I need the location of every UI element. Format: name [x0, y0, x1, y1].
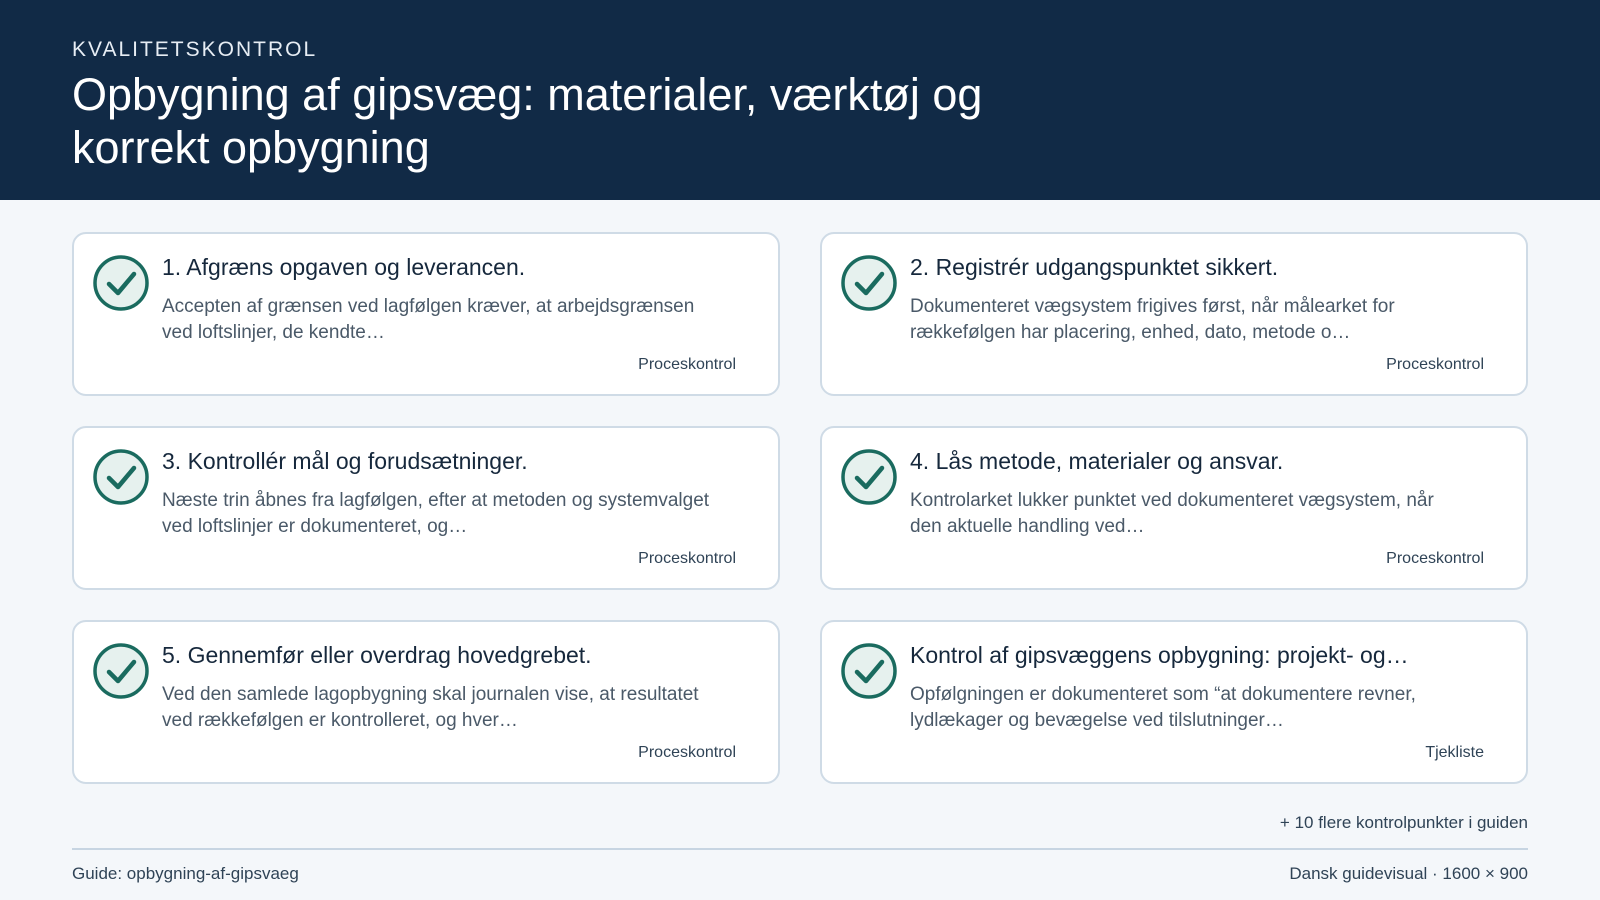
card-description: Næste trin åbnes fra lagfølgen, efter at metoden og systemvalget ved loftslinjer er dokumenteret, og…: [162, 490, 710, 537]
card-tag: Proceskontrol: [638, 356, 736, 373]
card-tag: Proceskontrol: [638, 744, 736, 761]
checklist-card-2[interactable]: [820, 232, 1528, 396]
checklist-card-5[interactable]: [72, 620, 780, 784]
eyebrow-label: KVALITETSKONTROL: [72, 38, 318, 61]
card-title: 5. Gennemfør eller overdrag hovedgrebet.: [162, 642, 592, 668]
card-title: 4. Lås metode, materialer og ansvar.: [910, 448, 1284, 474]
check-circle-icon: [840, 448, 898, 506]
card-tag: Tjekliste: [1425, 744, 1484, 761]
checklist-card-4[interactable]: [820, 426, 1528, 590]
card-tag: Proceskontrol: [638, 550, 736, 567]
checklist-card-3[interactable]: [72, 426, 780, 590]
header-banner: [0, 0, 1600, 200]
checklist-grid: [72, 232, 1528, 784]
card-title: 3. Kontrollér mål og forudsætninger.: [162, 448, 528, 474]
checklist-card-1[interactable]: [72, 232, 780, 396]
checklist-card-6[interactable]: [820, 620, 1528, 784]
footer-meta-label: Dansk guidevisual · 1600 × 900: [1289, 864, 1528, 883]
check-circle-icon: [92, 254, 150, 312]
card-title: 2. Registrér udgangspunktet sikkert.: [910, 254, 1279, 280]
check-circle-icon: [92, 642, 150, 700]
card-tag: Proceskontrol: [1386, 356, 1484, 373]
more-checkpoints-link[interactable]: + 10 flere kontrolpunkter i guiden: [1279, 813, 1528, 832]
page-title: Opbygning af gipsvæg: materialer, værktøj og korrekt opbygning: [72, 69, 983, 173]
footer-divider: [72, 848, 1528, 850]
card-title: Kontrol af gipsvæggens opbygning: projekt- og…: [910, 642, 1409, 668]
check-circle-icon: [92, 448, 150, 506]
card-description: Opfølgningen er dokumenteret som “at dokumentere revner, lydlækager og bevægelse ved tilslutninger…: [910, 684, 1416, 731]
check-circle-icon: [840, 254, 898, 312]
check-circle-icon: [840, 642, 898, 700]
card-description: Dokumenteret vægsystem frigives først, når målearket for rækkefølgen har placering, enhed, dato, metode o…: [910, 296, 1395, 343]
card-title: 1. Afgræns opgaven og leverancen.: [162, 254, 526, 280]
card-description: Kontrolarket lukker punktet ved dokumenteret vægsystem, når den aktuelle handling ved…: [910, 490, 1434, 537]
card-tag: Proceskontrol: [1386, 550, 1484, 567]
card-description: Accepten af grænsen ved lagfølgen kræver, at arbejdsgrænsen ved loftslinjer, de kendte…: [162, 296, 695, 343]
footer-guide-label: Guide: opbygning-af-gipsvaeg: [72, 864, 299, 883]
card-description: Ved den samlede lagopbygning skal journalen vise, at resultatet ved rækkefølgen er kontrolleret, og hver…: [162, 684, 699, 731]
